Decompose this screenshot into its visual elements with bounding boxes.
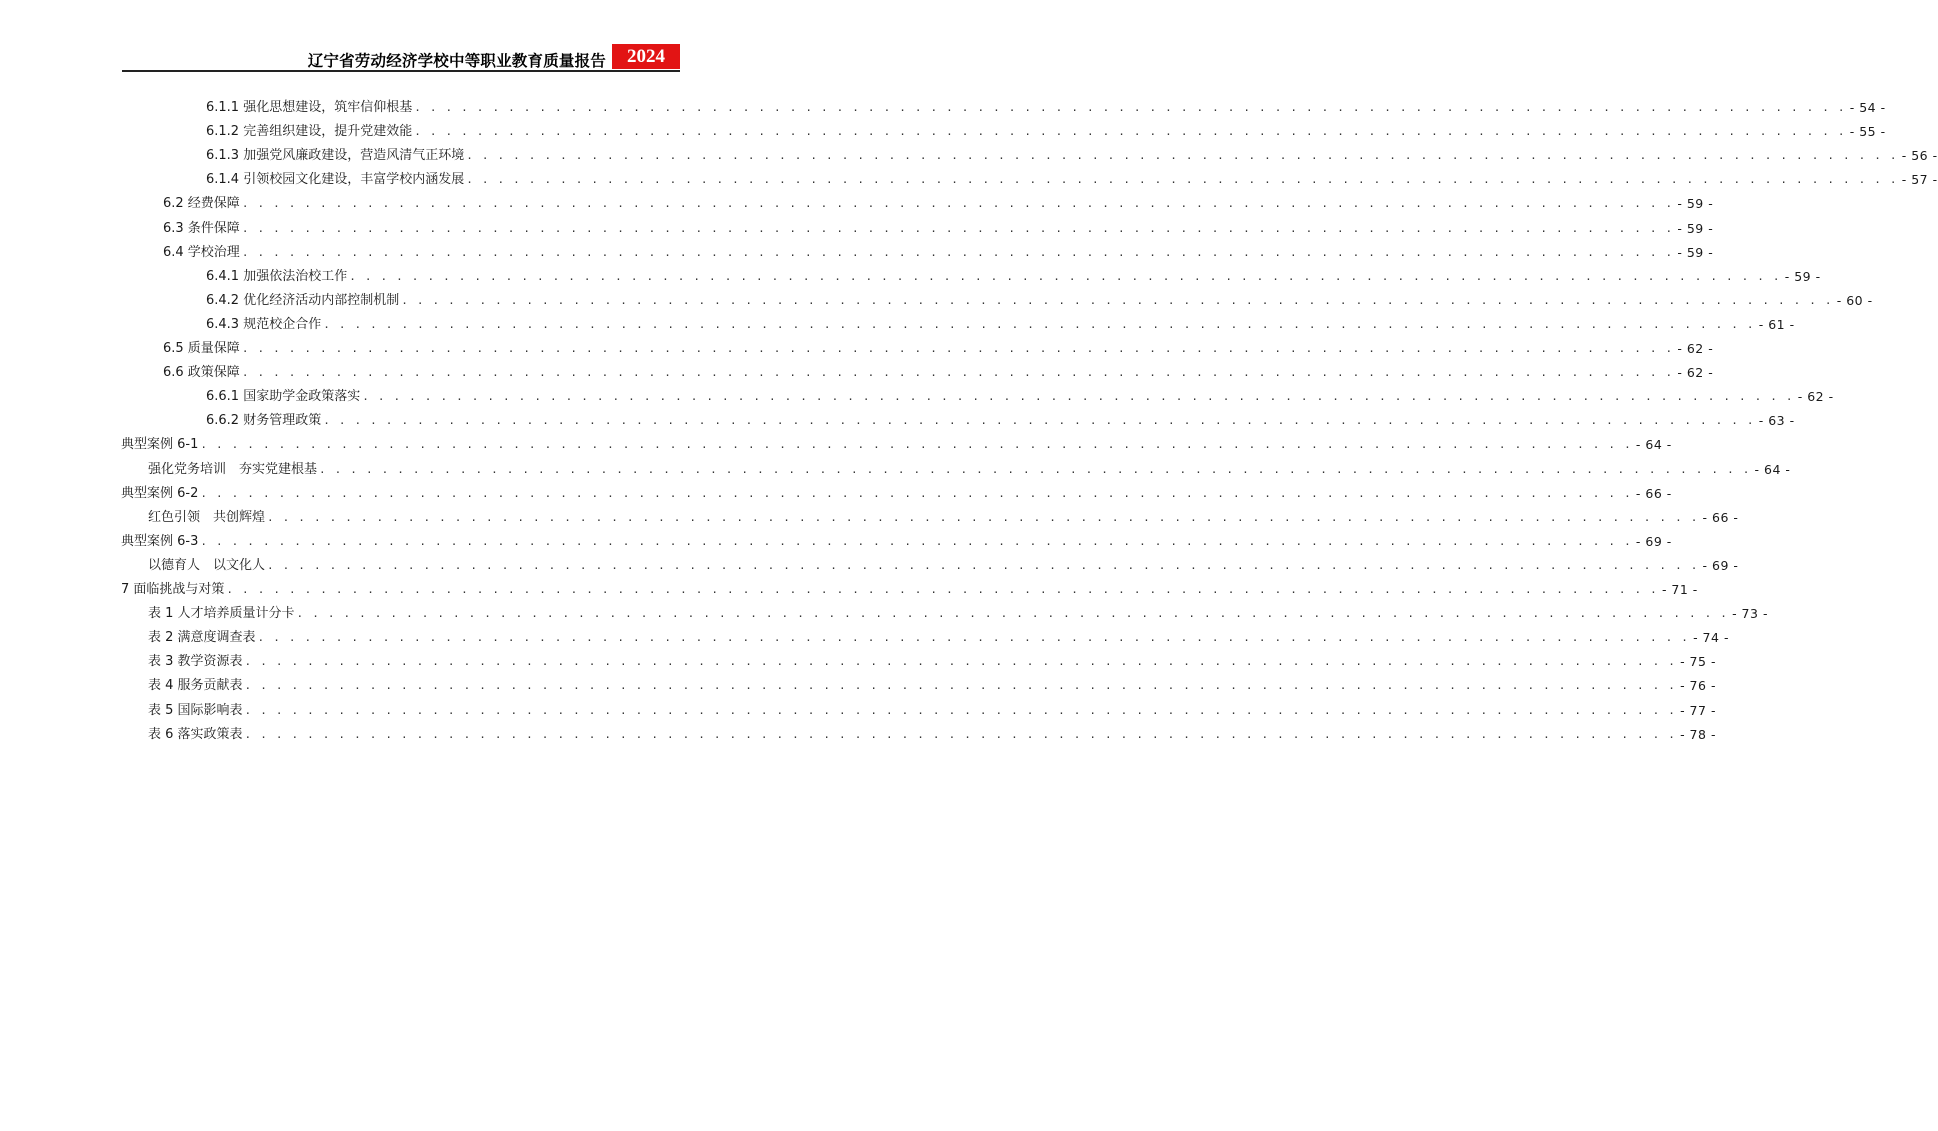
toc-dot-leader: . . . . . . . . . . . . . . . . . . . . . . . . . . . . . . . . . . . . . . . . . . . . . . . . . . . . . . . . . . . . . . . . . . . . . . . . . . . . . . . . . . . . . . . . . . . . bbox=[401, 293, 1833, 307]
toc-entry[interactable] bbox=[148, 507, 1739, 527]
toc-dot-leader: . . . . . . . . . . . . . . . . . . . . . . . . . . . . . . . . . . . . . . . . . . . . . . . . . . . . . . . . . . . . . . . . . . . . . . . . . . . . . . . . . . . . . . . . . . . . bbox=[200, 486, 1632, 500]
toc-entry-page: - 57 - bbox=[1901, 172, 1938, 188]
toc-entry-label: 6.6 政策保障 bbox=[163, 365, 240, 381]
toc-entry-page: - 66 - bbox=[1702, 509, 1739, 525]
toc-entry[interactable] bbox=[206, 290, 1873, 310]
toc-entry-page: - 69 - bbox=[1635, 533, 1672, 549]
toc-entry[interactable] bbox=[121, 531, 1672, 551]
toc-entry[interactable] bbox=[206, 410, 1795, 430]
toc-entry-page: - 64 - bbox=[1635, 437, 1672, 453]
toc-entry-label: 6.4 学校治理 bbox=[163, 244, 240, 260]
toc-dot-leader: . . . . . . . . . . . . . . . . . . . . . . . . . . . . . . . . . . . . . . . . . . . . . . . . . . . . . . . . . . . . . . . . . . . . . . . . . . . . . . . . . . . . . . . . . . . . bbox=[319, 462, 1751, 476]
toc-entry-label: 6.4.2 优化经济活动内部控制机制 bbox=[206, 292, 400, 308]
toc-dot-leader: . . . . . . . . . . . . . . . . . . . . . . . . . . . . . . . . . . . . . . . . . . . . . . . . . . . . . . . . . . . . . . . . . . . . . . . . . . . . . . . . . . . . . . . . . . . . bbox=[241, 221, 1674, 235]
toc-dot-leader: . . . . . . . . . . . . . . . . . . . . . . . . . . . . . . . . . . . . . . . . . . . . . . . . . . . . . . . . . . . . . . . . . . . . . . . . . . . . . . . . . . . . . . . . . . . . bbox=[241, 245, 1674, 259]
toc-dot-leader: . . . . . . . . . . . . . . . . . . . . . . . . . . . . . . . . . . . . . . . . . . . . . . . . . . . . . . . . . . . . . . . . . . . . . . . . . . . . . . . . . . . . . . . . . . . . bbox=[244, 655, 1677, 669]
toc-entry-label: 表 5 国际影响表 bbox=[148, 702, 243, 718]
toc-entry-label: 典型案例 6-2 bbox=[121, 485, 199, 501]
toc-dot-leader: . . . . . . . . . . . . . . . . . . . . . . . . . . . . . . . . . . . . . . . . . . . . . . . . . . . . . . . . . . . . . . . . . . . . . . . . . . . . . . . . . . . . . . . . . . . . bbox=[362, 390, 1794, 404]
toc-entry[interactable] bbox=[148, 627, 1729, 647]
toc-entry-page: - 59 - bbox=[1677, 220, 1714, 236]
toc-entry-label: 6.1.2 完善组织建设，提升党建效能 bbox=[206, 124, 413, 140]
toc-entry-label: 表 3 教学资源表 bbox=[148, 654, 243, 670]
toc-entry-page: - 56 - bbox=[1901, 148, 1938, 164]
toc-entry-page: - 64 - bbox=[1754, 461, 1791, 477]
toc-dot-leader: . . . . . . . . . . . . . . . . . . . . . . . . . . . . . . . . . . . . . . . . . . . . . . . . . . . . . . . . . . . . . . . . . . . . . . . . . . . . . . . . . . . . . . . . . . . . bbox=[414, 101, 1846, 114]
toc-entry-page: - 54 - bbox=[1849, 100, 1886, 115]
toc-entry-label: 6.6.2 财务管理政策 bbox=[206, 413, 322, 429]
toc-entry-page: - 62 - bbox=[1677, 365, 1714, 381]
toc-entry-page: - 77 - bbox=[1680, 702, 1716, 718]
toc-entry-label: 表 1 人才培养质量计分卡 bbox=[148, 606, 295, 622]
toc-entry[interactable] bbox=[148, 651, 1716, 671]
toc-dot-leader: . . . . . . . . . . . . . . . . . . . . . . . . . . . . . . . . . . . . . . . . . . . . . . . . . . . . . . . . . . . . . . . . . . . . . . . . . . . . . . . . . . . . . . . . . . . . bbox=[244, 727, 1677, 741]
toc-dot-leader: . . . . . . . . . . . . . . . . . . . . . . . . . . . . . . . . . . . . . . . . . . . . . . . . . . . . . . . . . . . . . . . . . . . . . . . . . . . . . . . . . . . . . . . . . . . . bbox=[267, 510, 1699, 524]
report-year-badge: 2024 bbox=[612, 44, 680, 69]
toc-dot-leader: . . . . . . . . . . . . . . . . . . . . . . . . . . . . . . . . . . . . . . . . . . . . . . . . . . . . . . . . . . . . . . . . . . . . . . . . . . . . . . . . . . . . . . . . . . . . bbox=[414, 125, 1846, 139]
toc-entry[interactable] bbox=[206, 386, 1834, 406]
toc-dot-leader: . . . . . . . . . . . . . . . . . . . . . . . . . . . . . . . . . . . . . . . . . . . . . . . . . . . . . . . . . . . . . . . . . . . . . . . . . . . . . . . . . . . . . . . . . . . . bbox=[466, 149, 1898, 163]
toc-entry-page: - 63 - bbox=[1758, 413, 1795, 429]
toc-entry[interactable] bbox=[206, 314, 1795, 334]
toc-entry-page: - 76 - bbox=[1680, 678, 1716, 694]
toc-entry-page: - 74 - bbox=[1693, 630, 1729, 646]
toc-entry[interactable] bbox=[163, 193, 1714, 213]
toc-entry-label: 6.1.1 强化思想建设，筑牢信仰根基 bbox=[206, 100, 413, 115]
toc-entry[interactable] bbox=[163, 242, 1714, 262]
toc-dot-leader: . . . . . . . . . . . . . . . . . . . . . . . . . . . . . . . . . . . . . . . . . . . . . . . . . . . . . . . . . . . . . . . . . . . . . . . . . . . . . . . . . . . . . . . . . . . . bbox=[241, 342, 1674, 355]
toc-entry[interactable] bbox=[206, 145, 1938, 165]
toc-entry-label: 以德育人 以文化人 bbox=[148, 557, 266, 573]
toc-entry[interactable] bbox=[121, 579, 1698, 599]
toc-entry[interactable] bbox=[206, 266, 1821, 286]
toc-entry-page: - 69 - bbox=[1702, 557, 1739, 573]
header-divider bbox=[122, 70, 680, 72]
toc-entry-label: 表 2 满意度调查表 bbox=[148, 630, 256, 646]
toc-entry-label: 6.4.3 规范校企合作 bbox=[206, 316, 322, 332]
toc-dot-leader: . . . . . . . . . . . . . . . . . . . . . . . . . . . . . . . . . . . . . . . . . . . . . . . . . . . . . . . . . . . . . . . . . . . . . . . . . . . . . . . . . . . . . . . . . . . . bbox=[241, 197, 1674, 211]
toc-entry[interactable] bbox=[148, 724, 1716, 744]
toc-entry-label: 6.1.3 加强党风廉政建设，营造风清气正环境 bbox=[206, 148, 465, 164]
toc-dot-leader: . . . . . . . . . . . . . . . . . . . . . . . . . . . . . . . . . . . . . . . . . . . . . . . . . . . . . . . . . . . . . . . . . . . . . . . . . . . . . . . . . . . . . . . . . . . . bbox=[323, 317, 1755, 331]
toc-entry-label: 典型案例 6-3 bbox=[121, 533, 199, 549]
toc-entry-label: 强化党务培训 夯实党建根基 bbox=[148, 461, 318, 477]
toc-entry[interactable] bbox=[206, 97, 1886, 117]
toc-dot-leader: . . . . . . . . . . . . . . . . . . . . . . . . . . . . . . . . . . . . . . . . . . . . . . . . . . . . . . . . . . . . . . . . . . . . . . . . . . . . . . . . . . . . . . . . . . . . bbox=[244, 703, 1677, 717]
toc-entry[interactable] bbox=[121, 434, 1672, 454]
toc-entry-label: 6.1.4 引领校园文化建设，丰富学校内涵发展 bbox=[206, 172, 465, 188]
toc-entry-label: 7 面临挑战与对策 bbox=[121, 582, 225, 597]
toc-entry-label: 6.2 经费保障 bbox=[163, 196, 240, 212]
toc-entry-label: 6.4.1 加强依法治校工作 bbox=[206, 268, 348, 284]
toc-entry-label: 红色引领 共创辉煌 bbox=[148, 509, 266, 525]
toc-entry-label: 表 4 服务贡献表 bbox=[148, 678, 243, 694]
toc-entry-label: 6.3 条件保障 bbox=[163, 220, 240, 236]
toc-dot-leader: . . . . . . . . . . . . . . . . . . . . . . . . . . . . . . . . . . . . . . . . . . . . . . . . . . . . . . . . . . . . . . . . . . . . . . . . . . . . . . . . . . . . . . . . . . . . bbox=[200, 534, 1632, 548]
toc-entry[interactable] bbox=[148, 459, 1791, 479]
toc-dot-leader: . . . . . . . . . . . . . . . . . . . . . . . . . . . . . . . . . . . . . . . . . . . . . . . . . . . . . . . . . . . . . . . . . . . . . . . . . . . . . . . . . . . . . . . . . . . . bbox=[257, 631, 1690, 645]
toc-entry-page: - 59 - bbox=[1784, 268, 1821, 284]
toc-dot-leader: . . . . . . . . . . . . . . . . . . . . . . . . . . . . . . . . . . . . . . . . . . . . . . . . . . . . . . . . . . . . . . . . . . . . . . . . . . . . . . . . . . . . . . . . . . . . bbox=[267, 558, 1699, 572]
toc-dot-leader: . . . . . . . . . . . . . . . . . . . . . . . . . . . . . . . . . . . . . . . . . . . . . . . . . . . . . . . . . . . . . . . . . . . . . . . . . . . . . . . . . . . . . . . . . . . . bbox=[226, 583, 1658, 596]
toc-entry[interactable] bbox=[163, 362, 1714, 382]
toc-entry[interactable] bbox=[163, 338, 1714, 358]
toc-entry-page: - 62 - bbox=[1677, 341, 1714, 356]
toc-entry-label: 6.5 质量保障 bbox=[163, 341, 240, 356]
toc-entry-page: - 78 - bbox=[1680, 726, 1716, 742]
toc-entry-label: 表 6 落实政策表 bbox=[148, 726, 243, 742]
toc-entry-page: - 66 - bbox=[1635, 485, 1672, 501]
toc-entry-page: - 71 - bbox=[1661, 582, 1698, 597]
toc-entry-page: - 62 - bbox=[1797, 389, 1834, 405]
toc-entry[interactable] bbox=[121, 483, 1672, 503]
toc-entry-page: - 59 - bbox=[1677, 196, 1714, 212]
toc-entry-label: 6.6.1 国家助学金政策落实 bbox=[206, 389, 361, 405]
toc-entry[interactable] bbox=[148, 555, 1739, 575]
report-title: 辽宁省劳动经济学校中等职业教育质量报告 bbox=[307, 52, 606, 70]
toc-entry[interactable] bbox=[163, 218, 1714, 238]
toc-dot-leader: . . . . . . . . . . . . . . . . . . . . . . . . . . . . . . . . . . . . . . . . . . . . . . . . . . . . . . . . . . . . . . . . . . . . . . . . . . . . . . . . . . . . . . . . . . . . bbox=[323, 414, 1755, 428]
toc-entry[interactable] bbox=[148, 700, 1716, 720]
toc-entry[interactable] bbox=[148, 675, 1716, 695]
toc-dot-leader: . . . . . . . . . . . . . . . . . . . . . . . . . . . . . . . . . . . . . . . . . . . . . . . . . . . . . . . . . . . . . . . . . . . . . . . . . . . . . . . . . . . . . . . . . . . . bbox=[244, 679, 1677, 693]
toc-entry[interactable] bbox=[206, 121, 1886, 141]
toc-entry-label: 典型案例 6-1 bbox=[121, 437, 199, 453]
toc-entry-page: - 75 - bbox=[1680, 654, 1716, 670]
toc-entry-page: - 60 - bbox=[1836, 292, 1873, 308]
toc-entry-page: - 55 - bbox=[1849, 124, 1886, 140]
toc-dot-leader: . . . . . . . . . . . . . . . . . . . . . . . . . . . . . . . . . . . . . . . . . . . . . . . . . . . . . . . . . . . . . . . . . . . . . . . . . . . . . . . . . . . . . . . . . . . . bbox=[466, 173, 1898, 187]
toc-dot-leader: . . . . . . . . . . . . . . . . . . . . . . . . . . . . . . . . . . . . . . . . . . . . . . . . . . . . . . . . . . . . . . . . . . . . . . . . . . . . . . . . . . . . . . . . . . . . bbox=[349, 269, 1781, 283]
toc-dot-leader: . . . . . . . . . . . . . . . . . . . . . . . . . . . . . . . . . . . . . . . . . . . . . . . . . . . . . . . . . . . . . . . . . . . . . . . . . . . . . . . . . . . . . . . . . . . . bbox=[296, 607, 1729, 621]
toc-entry-page: - 59 - bbox=[1677, 244, 1714, 260]
toc-entry-page: - 61 - bbox=[1758, 316, 1795, 332]
page-header bbox=[122, 44, 680, 70]
toc-entry[interactable] bbox=[206, 169, 1938, 189]
toc-dot-leader: . . . . . . . . . . . . . . . . . . . . . . . . . . . . . . . . . . . . . . . . . . . . . . . . . . . . . . . . . . . . . . . . . . . . . . . . . . . . . . . . . . . . . . . . . . . . bbox=[200, 438, 1632, 452]
toc-entry[interactable] bbox=[148, 603, 1768, 623]
toc-entry-page: - 73 - bbox=[1732, 606, 1768, 622]
toc-dot-leader: . . . . . . . . . . . . . . . . . . . . . . . . . . . . . . . . . . . . . . . . . . . . . . . . . . . . . . . . . . . . . . . . . . . . . . . . . . . . . . . . . . . . . . . . . . . . bbox=[241, 366, 1674, 380]
